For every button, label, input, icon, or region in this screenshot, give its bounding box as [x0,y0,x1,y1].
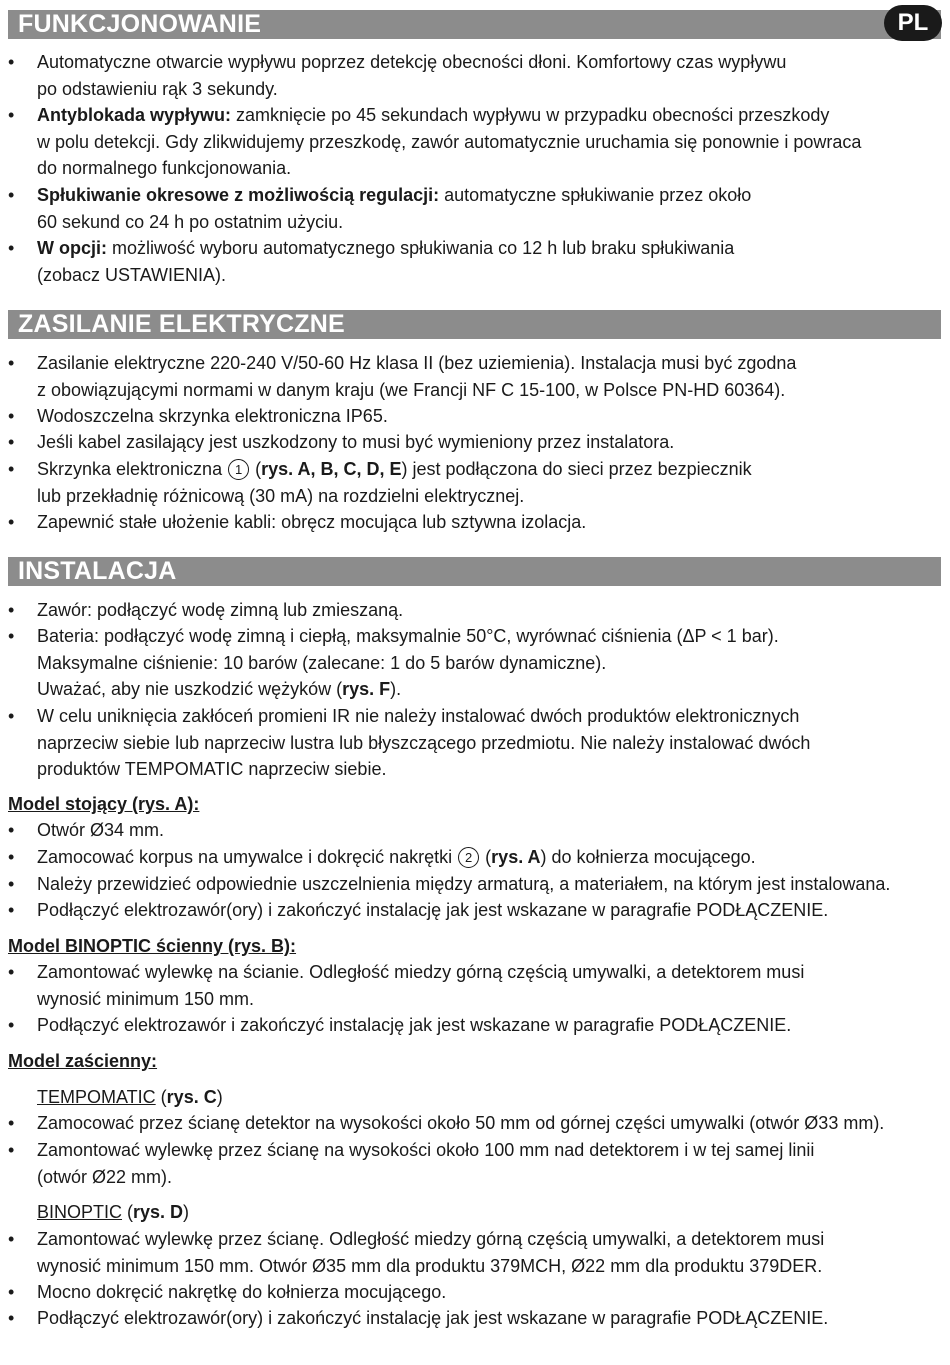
subheading-tempomatic [37,1084,223,1111]
text-fragment: ) [183,1202,190,1222]
bullet: • [8,1229,15,1249]
section-header-instalacja: INSTALACJA [8,557,941,586]
text-line: (zobacz USTAWIENIA). [37,264,227,285]
text-line: Zamocować przez ścianę detektor na wysokości około 50 mm od górnej części umywalki (otwór Ø33 mm). [37,1113,885,1133]
text-line: możliwość wyboru automatycznego spłukiwania co 12 h lub braku spłukiwania [107,238,735,258]
text-line: Bateria: podłączyć wodę zimną i ciepłą, maksymalnie 50°C, wyrównać ciśnienia (ΔP < 1 bar). [37,626,779,646]
text-line: Zawór: podłączyć wodę zimną lub zmieszaną. [37,600,404,620]
text-fragment: ( [122,1202,134,1222]
bullet: • [8,1140,15,1160]
bullet: • [8,512,15,532]
text-fragment: ( [250,459,262,479]
text-line: Zamontować wylewkę przez ścianę na wysokości około 100 mm nad detektorem i w tej samej linii [37,1140,815,1160]
text-line: wynosić minimum 150 mm. Otwór Ø35 mm dla produktu 379MCH, Ø22 mm dla produktu 379DER. [37,1255,823,1276]
bullet: • [8,847,15,867]
text-line: Podłączyć elektrozawór(ory) i zakończyć instalację jak jest wskazane w paragrafie PODŁĄCZENIE. [37,900,829,920]
bullet: • [8,432,15,452]
bullet: • [8,406,15,426]
bullet: • [8,353,15,373]
figure-reference: rys. F [342,679,391,699]
text-line: (otwór Ø22 mm). [37,1166,173,1187]
figure-reference: rys. A, B, C, D, E [261,459,402,479]
text-line: Zapewnić stałe ułożenie kabli: obręcz mocująca lub sztywna izolacja. [37,512,587,532]
bullet: • [8,900,15,920]
bullet: • [8,238,15,258]
bullet: • [8,1015,15,1035]
text-line: po odstawieniu rąk 3 sekundy. [37,78,278,99]
bold-term: Antyblokada wypływu: [37,105,232,125]
text-line: Wodoszczelna skrzynka elektroniczna IP65. [37,406,388,426]
text-line: Zasilanie elektryczne 220-240 V/50-60 Hz klasa II (bez uziemienia). Instalacja musi być zgodna [37,353,797,373]
text-line: automatyczne spłukiwanie przez około [439,185,752,205]
bullet: • [8,1113,15,1133]
text-line: do normalnego funkcjonowania. [37,158,292,178]
section-header-zasilanie: ZASILANIE ELEKTRYCZNE [8,310,941,339]
bold-term: W opcji: [37,238,107,258]
text-fragment: ( [155,1087,167,1107]
figure-reference: rys. C [166,1087,217,1107]
model-heading-zascienny: Model zaścienny: [8,1051,158,1071]
bullet: • [8,874,15,894]
bullet: • [8,600,15,620]
text-line: Podłączyć elektrozawór(ory) i zakończyć instalację jak jest wskazane w paragrafie PODŁĄCZENIE. [37,1308,829,1328]
bullet: • [8,962,15,982]
text-line: Podłączyć elektrozawór i zakończyć instalację jak jest wskazane w paragrafie PODŁĄCZENIE. [37,1015,792,1035]
text-line: lub przekładnię różnicową (30 mA) na rozdzielni elektrycznej. [37,485,525,506]
bullet: • [8,185,15,205]
text-fragment: ) do kołnierza mocującego. [540,847,756,867]
text-line: Jeśli kabel zasilający jest uszkodzony to musi być wymieniony przez instalatora. [37,432,675,452]
callout-number-1: 1 [228,459,249,480]
text-line: Otwór Ø34 mm. [37,820,165,840]
text-line: Uważać, aby nie uszkodzić wężyków ( [37,679,343,699]
text-line: naprzeciw siebie lub naprzeciw lustra lub błyszczącego przedmiotu. Nie należy instalować dwóch [37,732,811,753]
bullet: • [8,820,15,840]
text-line: W celu uniknięcia zakłóceń promieni IR nie należy instalować dwóch produktów elektronicznych [37,706,800,726]
product-name: BINOPTIC [37,1202,123,1222]
text-line: produktów TEMPOMATIC naprzeciw siebie. [37,759,387,779]
model-heading-stojacy: Model stojący (rys. A): [8,794,200,814]
text-line: Automatyczne otwarcie wypływu poprzez detekcję obecności dłoni. Komfortowy czas wypływu [37,52,787,72]
section-header-funkcjonowanie: FUNKCJONOWANIE [8,10,941,39]
bullet: • [8,1282,15,1302]
bullet: • [8,706,15,726]
text-fragment: ) [216,1087,223,1107]
product-name: TEMPOMATIC [37,1087,156,1107]
text-line: Należy przewidzieć odpowiednie uszczelnienia między armaturą, a materiałem, na którym jest instalowana. [37,874,891,894]
bullet: • [8,1308,15,1328]
text-line: zamknięcie po 45 sekundach wypływu w przypadku obecności przeszkody [231,105,830,125]
bullet: • [8,626,15,646]
text-line: Zamontować wylewkę przez ścianę. Odległość miedzy górną częścią umywalki, a detektorem musi [37,1229,825,1249]
callout-number-2: 2 [458,847,479,868]
text-line: Zamontować wylewkę na ścianie. Odległość miedzy górną częścią umywalki, a detektorem musi [37,962,805,982]
text-line: Mocno dokręcić nakrętkę do kołnierza mocującego. [37,1282,447,1302]
text-line: wynosić minimum 150 mm. [37,988,255,1009]
figure-reference: rys. A [491,847,541,867]
text-line: Skrzynka elektroniczna [37,459,228,479]
bullet: • [8,459,15,479]
text-fragment: ) jest podłączona do sieci przez bezpiecznik [401,459,752,479]
text-line: z obowiązującymi normami w danym kraju (we Francji NF C 15-100, w Polsce PN-HD 60364). [37,379,786,400]
bold-term: Spłukiwanie okresowe z możliwością regulacji: [37,185,440,205]
bullet: • [8,52,15,72]
model-heading-binoptic: Model BINOPTIC ścienny (rys. B): [8,936,297,956]
bullet: • [8,105,15,125]
figure-reference: rys. D [133,1202,184,1222]
text-line: w polu detekcji. Gdy zlikwidujemy przeszkodę, zawór automatycznie uruchamia się ponownie i powraca [37,131,862,152]
text-fragment: ( [480,847,492,867]
text-line: 60 sekund co 24 h po ostatnim użyciu. [37,211,344,232]
text-line: Maksymalne ciśnienie: 10 barów (zalecane: 1 do 5 barów dynamiczne). [37,652,607,673]
subheading-binoptic [37,1199,189,1226]
text-fragment: ). [390,679,402,699]
language-badge: PL [884,5,942,41]
text-line: Zamocować korpus na umywalce i dokręcić nakrętki [37,847,458,867]
